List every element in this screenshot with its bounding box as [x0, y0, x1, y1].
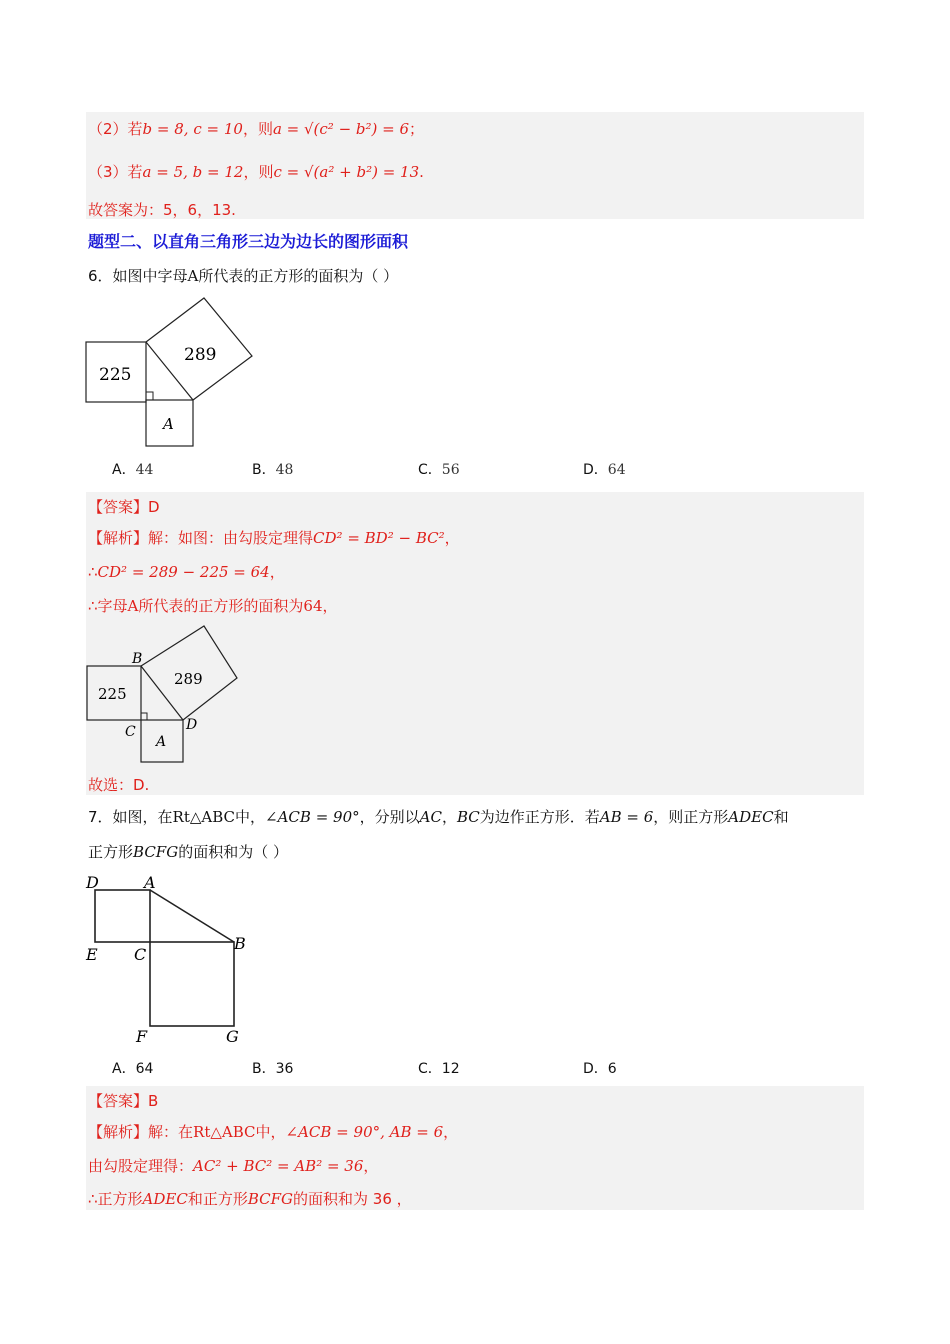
label-225: 225 — [99, 365, 132, 385]
label-a: A — [144, 873, 156, 892]
q6-option-d[interactable]: D．64 — [583, 462, 626, 478]
q7-option-c[interactable]: C．12 — [418, 1061, 460, 1077]
section-title: 题型二、以直角三角形三边为边长的图形面积 — [88, 232, 409, 251]
q6-figure — [84, 296, 264, 452]
label-c: C — [134, 945, 147, 964]
q7-answer: 【答案】B — [88, 1092, 159, 1110]
q6-stem: 6．如图中字母A所代表的正方形的面积为（ ） — [88, 267, 399, 285]
right-angle-mark — [141, 713, 147, 720]
hypotenuse-ab — [150, 890, 234, 942]
sol5-line-2: （2）若b = 8, c = 10，则a = √(c² − b²) = 6； — [88, 120, 425, 138]
label-a: A — [156, 734, 167, 750]
square-bcfg — [150, 942, 234, 1026]
q7-option-a[interactable]: A．64 — [112, 1061, 154, 1077]
sol5-final: 故答案为：5，6，13. — [88, 201, 236, 219]
label-289: 289 — [184, 345, 217, 365]
label-b: B — [234, 934, 246, 953]
q7-analysis-1: 【解析】解：在Rt△ABC中，∠ACB = 90°, AB = 6， — [88, 1123, 459, 1141]
label-a: A — [163, 415, 174, 433]
sol5-line-3: （3）若a = 5, b = 12，则c = √(a² + b²) = 13. — [88, 163, 424, 181]
q6-analysis-3: ∴字母A所代表的正方形的面积为64， — [88, 597, 338, 615]
q6-answer: 【答案】D — [88, 498, 160, 516]
q7-stem-2: 正方形BCFG的面积和为（ ） — [88, 843, 288, 861]
q7-figure — [84, 872, 260, 1048]
label-c: C — [125, 724, 136, 740]
right-angle-mark — [146, 392, 153, 400]
q7-option-d[interactable]: D．6 — [583, 1061, 617, 1077]
q7-analysis-2: 由勾股定理得：AC² + BC² = AB² = 36， — [88, 1157, 379, 1175]
label-b: B — [132, 651, 143, 667]
q6-analysis-1: 【解析】解：如图：由勾股定理得CD² = BD² − BC²， — [88, 529, 460, 547]
q6-option-a[interactable]: A．44 — [112, 462, 154, 478]
label-225: 225 — [98, 685, 127, 703]
label-g: G — [226, 1027, 239, 1046]
label-d: D — [186, 717, 198, 733]
q6-conclusion: 故选：D. — [88, 776, 150, 794]
q6-option-c[interactable]: C．56 — [418, 462, 460, 478]
label-289: 289 — [174, 670, 203, 688]
q6-solution-figure — [86, 622, 246, 766]
q7-option-b[interactable]: B．36 — [252, 1061, 294, 1077]
q7-stem-1: 7．如图，在Rt△ABC中，∠ACB = 90°，分别以AC，BC为边作正方形．若AB = 6，则正方形ADEC和 — [88, 808, 789, 826]
q6-option-b[interactable]: B．48 — [252, 462, 294, 478]
label-e: E — [86, 945, 98, 964]
label-d: D — [86, 873, 99, 892]
q7-analysis-3: ∴正方形ADEC和正方形BCFG的面积和为 36 ， — [88, 1190, 412, 1208]
q6-analysis-2: ∴CD² = 289 − 225 = 64， — [88, 563, 285, 581]
label-f: F — [136, 1027, 148, 1046]
square-adec — [95, 890, 150, 942]
